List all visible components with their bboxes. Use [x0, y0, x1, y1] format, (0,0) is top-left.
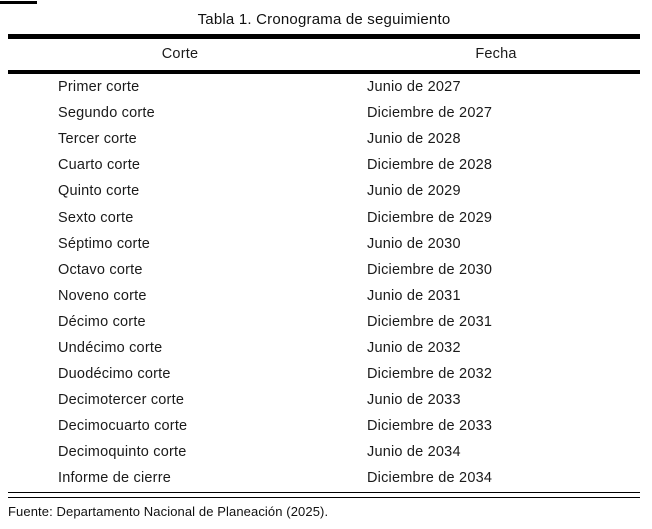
corte-cell: Séptimo corte [58, 235, 151, 252]
corte-cell: Decimotercer corte [58, 392, 185, 409]
fecha-cell: Diciembre de 2032 [367, 366, 493, 383]
fecha-cell: Junio de 2033 [367, 392, 461, 409]
table-row [8, 204, 640, 230]
table-row [8, 126, 640, 152]
table-title: Tabla 1. Cronograma de seguimiento [197, 11, 451, 28]
table-row [8, 465, 640, 491]
table-row [8, 413, 640, 439]
fecha-cell: Junio de 2034 [367, 444, 461, 461]
corte-cell: Noveno corte [58, 287, 147, 304]
corte-cell: Sexto corte [58, 209, 134, 226]
corte-cell: Tercer corte [58, 131, 137, 148]
table-row [8, 335, 640, 361]
fecha-cell: Diciembre de 2034 [367, 470, 493, 487]
fecha-cell: Diciembre de 2031 [367, 313, 493, 330]
table-row [8, 361, 640, 387]
fecha-cell: Diciembre de 2028 [367, 157, 493, 174]
table-row [8, 74, 640, 100]
fecha-cell: Junio de 2028 [367, 131, 461, 148]
fecha-cell: Diciembre de 2029 [367, 209, 493, 226]
table-row [8, 439, 640, 465]
table-row [8, 178, 640, 204]
corte-cell: Informe de cierre [58, 470, 171, 487]
fecha-cell: Junio de 2032 [367, 339, 461, 356]
corte-cell: Cuarto corte [58, 157, 141, 174]
fecha-cell: Junio de 2029 [367, 183, 461, 200]
table-row [8, 309, 640, 335]
table-row [8, 152, 640, 178]
source-note: Fuente: Departamento Nacional de Planeación (2025). [8, 503, 329, 519]
table-row [8, 387, 640, 413]
table-row [8, 257, 640, 283]
fecha-cell: Junio de 2030 [367, 235, 461, 252]
table-body [8, 74, 640, 492]
corte-cell: Segundo corte [58, 105, 155, 122]
table-row [8, 100, 640, 126]
fecha-cell: Junio de 2027 [367, 79, 461, 96]
fecha-cell: Diciembre de 2027 [367, 105, 493, 122]
fecha-cell: Junio de 2031 [367, 287, 461, 304]
corte-cell: Décimo corte [58, 313, 146, 330]
corte-cell: Octavo corte [58, 261, 143, 278]
fecha-cell: Diciembre de 2030 [367, 261, 493, 278]
corte-cell: Decimocuarto corte [58, 418, 188, 435]
fecha-cell: Diciembre de 2033 [367, 418, 493, 435]
table-row [8, 231, 640, 257]
corte-cell: Quinto corte [58, 183, 140, 200]
corte-cell: Primer corte [58, 79, 140, 96]
schedule-table [8, 34, 640, 519]
table-header-row [8, 39, 640, 70]
corte-cell: Decimoquinto corte [58, 444, 187, 461]
corte-cell: Undécimo corte [58, 339, 163, 356]
column-header-fecha: Fecha [475, 46, 517, 62]
column-header-corte: Corte [161, 46, 199, 62]
table-row [8, 283, 640, 309]
corte-cell: Duodécimo corte [58, 366, 171, 383]
page-edge-artifact-line [0, 1, 37, 4]
